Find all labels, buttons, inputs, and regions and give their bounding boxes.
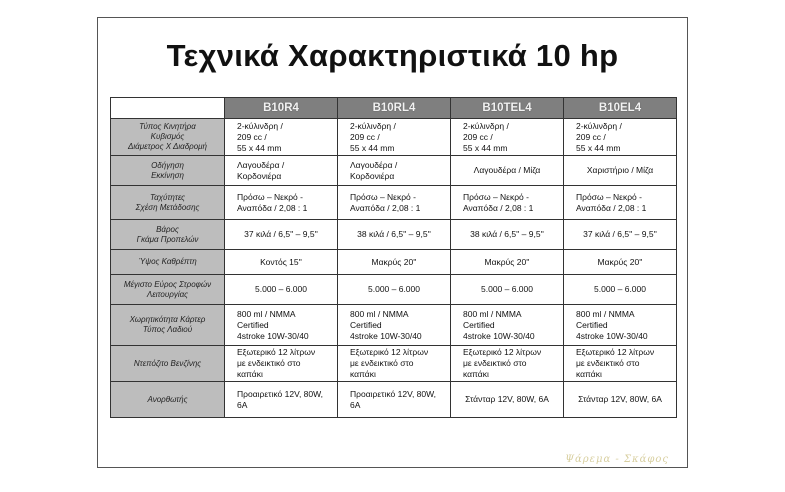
row-label-line: Εκκίνηση <box>151 170 184 180</box>
spec-value-line: Κοντός 15'' <box>260 256 302 267</box>
row-label <box>111 186 225 220</box>
spec-value-line: Προαιρετικό 12V, 80W, <box>350 388 437 399</box>
spec-value-cell <box>225 382 338 418</box>
spec-value-line: 209 cc / <box>237 131 267 142</box>
table-row <box>111 250 677 275</box>
spec-value-line: Εξωτερικό 12 λίτρων <box>576 347 655 357</box>
spec-value-line: 5.000 – 6.000 <box>255 284 307 294</box>
spec-value-cell <box>451 346 564 382</box>
table-row <box>111 186 677 220</box>
row-label-line: Γκάμα Προπελών <box>136 234 199 244</box>
spec-value-cell <box>451 275 564 305</box>
spec-value-cell <box>338 119 451 156</box>
corner-cell <box>111 98 225 119</box>
spec-value-line: Εξωτερικό 12 λίτρων <box>463 347 542 357</box>
spec-value-line: 55 x 44 mm <box>237 142 282 153</box>
row-label <box>111 382 225 418</box>
spec-value-cell <box>451 220 564 250</box>
spec-value-line: Μακρύς 20'' <box>597 256 643 267</box>
spec-value-cell <box>338 220 451 250</box>
spec-value-line: Αναπόδα / 2,08 : 1 <box>350 202 421 213</box>
spec-value-cell <box>225 346 338 382</box>
spec-value-line: 55 x 44 mm <box>350 142 395 153</box>
row-label-line: Οδήγηση <box>151 160 184 170</box>
row-label <box>111 250 225 275</box>
spec-value-cell <box>225 220 338 250</box>
spec-value-cell <box>225 156 338 186</box>
spec-value-line: Στάνταρ 12V, 80W, 6A <box>465 394 549 404</box>
spec-value-cell <box>338 275 451 305</box>
row-label-line: Κυβισμός <box>150 132 185 141</box>
table-row <box>111 382 677 418</box>
spec-table <box>110 97 677 418</box>
spec-value-line: 5.000 – 6.000 <box>594 284 646 294</box>
row-label-line: Ανορθωτής <box>147 394 188 404</box>
spec-sheet <box>97 17 688 468</box>
row-label-line: Τύπος Λαδιού <box>142 325 193 334</box>
spec-value-cell <box>564 275 677 305</box>
spec-value-line: Λαγουδέρα / <box>237 159 285 170</box>
spec-value-cell <box>225 305 338 346</box>
row-label <box>111 346 225 382</box>
spec-value-line: 2-κύλινδρη / <box>576 120 622 131</box>
row-label-line: Λειτουργίας <box>146 289 189 299</box>
column-header: B10R4 <box>225 98 338 119</box>
row-label <box>111 305 225 346</box>
table-row <box>111 220 677 250</box>
spec-value-cell <box>225 275 338 305</box>
row-label-line: Ντεπόζιτο Βενζίνης <box>133 358 202 368</box>
spec-value-line: 2-κύλινδρη / <box>463 120 509 131</box>
spec-value-line: 55 x 44 mm <box>463 142 508 153</box>
spec-value-line: 800 ml / NMMA <box>576 308 635 319</box>
spec-value-cell <box>564 346 677 382</box>
spec-value-line: με ενδεικτικό στο <box>463 358 527 368</box>
spec-value-line: Certified <box>463 319 495 330</box>
spec-value-line: Χαριστήριο / Μίζα <box>586 165 654 175</box>
spec-value-line: Λαγουδέρα / Μίζα <box>473 165 541 175</box>
spec-value-cell <box>451 250 564 275</box>
spec-value-line: 209 cc / <box>350 131 380 142</box>
spec-value-line: 37 κιλά / 6,5'' – 9,5'' <box>244 229 318 239</box>
spec-value-cell <box>338 156 451 186</box>
spec-value-line: 55 x 44 mm <box>576 142 621 153</box>
spec-value-cell <box>564 250 677 275</box>
spec-value-line: Πρόσω – Νεκρό - <box>576 191 642 202</box>
spec-value-line: Πρόσω – Νεκρό - <box>463 191 529 202</box>
row-label <box>111 156 225 186</box>
spec-value-line: 4stroke 10W-30/40 <box>463 330 535 341</box>
spec-value-line: 4stroke 10W-30/40 <box>237 330 309 341</box>
row-label-line: Ταχύτητες <box>149 192 186 202</box>
spec-value-line: Εξωτερικό 12 λίτρων <box>237 347 316 357</box>
spec-value-line: καπάκι <box>576 369 602 379</box>
spec-value-cell <box>225 250 338 275</box>
spec-value-line: καπάκι <box>237 369 263 379</box>
spec-value-cell <box>338 186 451 220</box>
spec-value-cell <box>451 382 564 418</box>
spec-value-cell <box>338 305 451 346</box>
row-label-line: Βάρος <box>156 224 179 234</box>
spec-value-line: 800 ml / NMMA <box>463 308 522 319</box>
spec-value-line: Αναπόδα / 2,08 : 1 <box>237 202 308 213</box>
spec-value-line: 2-κύλινδρη / <box>237 120 283 131</box>
spec-value-line: καπάκι <box>463 369 489 379</box>
column-header: B10RL4 <box>338 98 451 119</box>
spec-value-line: 4stroke 10W-30/40 <box>350 330 422 341</box>
spec-value-line: Certified <box>237 319 269 330</box>
spec-value-line: με ενδεικτικό στο <box>237 358 301 368</box>
spec-value-cell <box>564 119 677 156</box>
spec-value-line: με ενδεικτικό στο <box>576 358 640 368</box>
spec-value-line: Certified <box>576 319 608 330</box>
spec-value-cell <box>225 186 338 220</box>
spec-value-line: Αναπόδα / 2,08 : 1 <box>463 202 534 213</box>
table-row <box>111 119 677 156</box>
spec-value-cell <box>451 156 564 186</box>
table-row <box>111 305 677 346</box>
spec-value-cell <box>451 305 564 346</box>
spec-value-cell <box>564 186 677 220</box>
watermark-text: Ψάρεμα - Σκάφος <box>565 454 669 465</box>
row-label <box>111 119 225 156</box>
spec-value-line: Μακρύς 20'' <box>484 256 530 267</box>
table-row <box>111 346 677 382</box>
row-label <box>111 220 225 250</box>
spec-value-line: 5.000 – 6.000 <box>481 284 533 294</box>
spec-value-cell <box>338 346 451 382</box>
spec-value-line: 209 cc / <box>576 131 606 142</box>
spec-value-line: Εξωτερικό 12 λίτρων <box>350 347 429 357</box>
spec-value-line: 800 ml / NMMA <box>350 308 409 319</box>
table-row <box>111 275 677 305</box>
spec-value-line: 209 cc / <box>463 131 493 142</box>
spec-value-line: 5.000 – 6.000 <box>368 284 420 294</box>
row-label-line: Ύψος Καθρέπτη <box>138 257 197 266</box>
row-label-line: Μέγιστο Εύρος Στροφών <box>123 279 212 289</box>
spec-value-line: καπάκι <box>350 369 376 379</box>
spec-value-line: 38 κιλά / 6,5'' – 9,5'' <box>470 229 544 239</box>
spec-value-line: Πρόσω – Νεκρό - <box>237 191 303 202</box>
spec-value-line: 4stroke 10W-30/40 <box>576 330 648 341</box>
spec-value-cell <box>564 382 677 418</box>
spec-value-line: Κορδονιέρα <box>237 170 282 181</box>
spec-value-cell <box>564 305 677 346</box>
spec-value-line: 800 ml / NMMA <box>237 308 296 319</box>
spec-value-cell <box>338 250 451 275</box>
spec-value-line: Μακρύς 20'' <box>371 256 417 267</box>
row-label <box>111 275 225 305</box>
spec-value-line: 6A <box>350 399 361 410</box>
spec-value-line: 6A <box>237 399 248 410</box>
spec-value-cell <box>564 220 677 250</box>
spec-value-line: Πρόσω – Νεκρό - <box>350 191 416 202</box>
spec-value-cell <box>338 382 451 418</box>
spec-value-line: με ενδεικτικό στο <box>350 358 414 368</box>
spec-value-line: 37 κιλά / 6,5'' – 9,5'' <box>583 229 657 239</box>
row-label-line: Διάμετρος Χ Διαδρομή <box>127 142 207 151</box>
page-title: Τεχνικά Χαρακτηριστικά 10 hp <box>166 38 619 73</box>
spec-value-line: Προαιρετικό 12V, 80W, <box>237 388 324 399</box>
spec-value-line: 2-κύλινδρη / <box>350 120 396 131</box>
spec-value-cell <box>451 186 564 220</box>
column-header: B10EL4 <box>564 98 677 119</box>
column-header: B10TEL4 <box>451 98 564 119</box>
table-row <box>111 156 677 186</box>
spec-value-cell <box>225 119 338 156</box>
spec-value-cell <box>451 119 564 156</box>
spec-value-line: Αναπόδα / 2,08 : 1 <box>576 202 647 213</box>
spec-value-line: Λαγουδέρα / <box>350 159 398 170</box>
row-label-line: Χωρητικότητα Κάρτερ <box>129 315 206 324</box>
header-row <box>111 98 677 119</box>
row-label-line: Σχέση Μετάδοσης <box>135 202 200 212</box>
spec-value-line: Κορδονιέρα <box>350 170 395 181</box>
spec-value-line: Στάνταρ 12V, 80W, 6A <box>578 394 662 404</box>
row-label-line: Τύπος Κινητήρα <box>139 122 196 131</box>
spec-value-cell <box>564 156 677 186</box>
spec-value-line: 38 κιλά / 6,5'' – 9,5'' <box>357 229 431 239</box>
spec-value-line: Certified <box>350 319 382 330</box>
